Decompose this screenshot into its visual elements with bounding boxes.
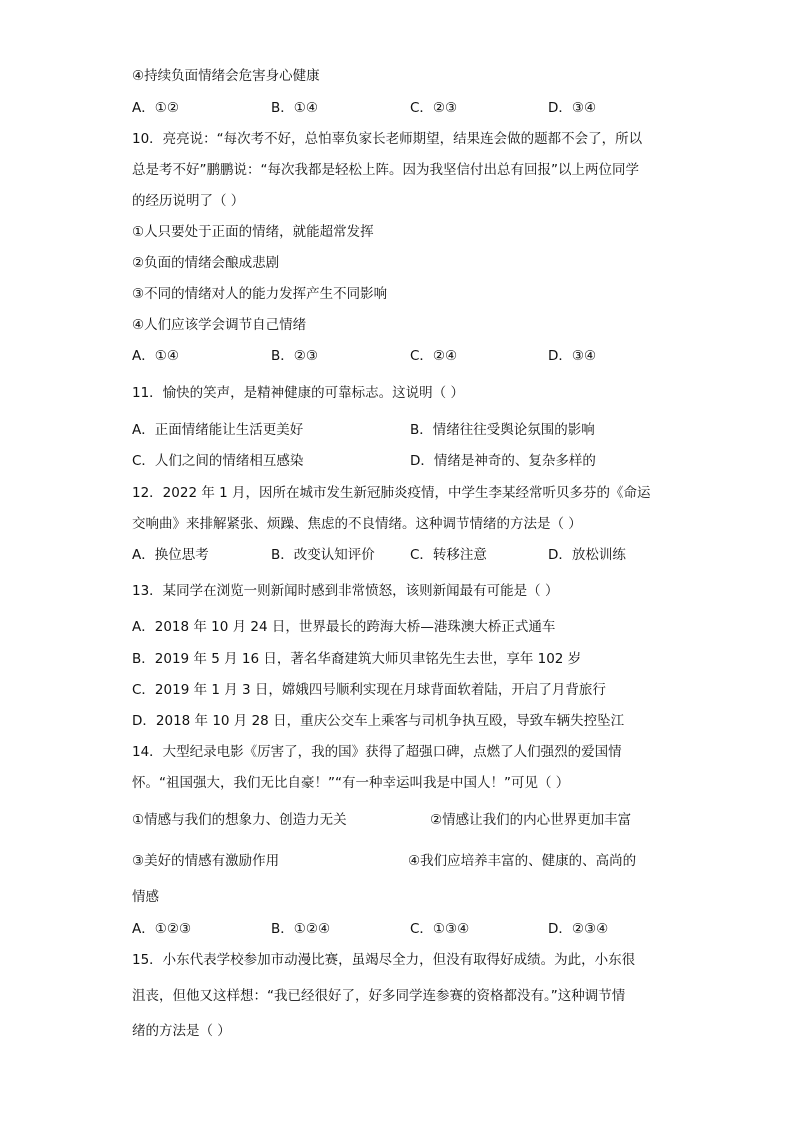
q14-statement-4-cont: 情感	[132, 889, 159, 905]
q14-stem-line1: 14．大型纪录电影《厉害了，我的国》获得了超强口碑，点燃了人们强烈的爱国情	[132, 744, 622, 760]
q14-statement-1: ①情感与我们的想象力、创造力无关	[132, 812, 347, 828]
q11-option-a: A．正面情绪能让生活更美好	[132, 422, 304, 438]
q14-option-c: C．①③④	[410, 921, 470, 937]
q12-option-a: A．换位思考	[132, 547, 209, 563]
q14-stem-line2: 怀。“祖国强大，我们无比自豪！”“有一种幸运叫我是中国人！”可见（ ）	[132, 775, 570, 791]
q10-stem-line3: 的经历说明了（ ）	[132, 193, 245, 209]
q12-option-b: B．改变认知评价	[271, 547, 375, 563]
q11-stem: 11．愉快的笑声，是精神健康的可靠标志。这说明（ ）	[132, 385, 464, 401]
q13-option-c: C．2019 年 1 月 3 日，嫦娥四号顺利实现在月球背面软着陆，开启了月背旅行	[132, 682, 606, 698]
q10-option-d: D．③④	[548, 348, 597, 364]
q15-stem-line1: 15．小东代表学校参加市动漫比赛，虽竭尽全力，但没有取得好成绩。为此，小东很	[132, 952, 636, 968]
q13-option-d: D．2018 年 10 月 28 日，重庆公交车上乘客与司机争执互殴，导致车辆失控坠江	[132, 713, 625, 729]
q14-option-d: D．②③④	[548, 921, 609, 937]
q15-stem-line2: 沮丧，但他又这样想：“我已经很好了，好多同学连参赛的资格都没有。”这种调节情	[132, 988, 626, 1004]
q9-option-a: A．①②	[132, 100, 179, 116]
q12-option-c: C．转移注意	[410, 547, 487, 563]
q14-option-b: B．①②④	[271, 921, 331, 937]
q10-statement-2: ②负面的情绪会酿成悲剧	[132, 255, 280, 271]
q11-option-b: B．情绪往往受舆论氛围的影响	[410, 422, 595, 438]
q14-option-a: A．①②③	[132, 921, 192, 937]
q10-statement-3: ③不同的情绪对人的能力发挥产生不同影响	[132, 286, 388, 302]
q14-statement-2: ②情感让我们的内心世界更加丰富	[430, 812, 632, 828]
q12-stem-line1: 12．2022 年 1 月，因所在城市发生新冠肺炎疫情，中学生李某经常听贝多芬的《命运	[132, 485, 651, 501]
q14-statement-3: ③美好的情感有激励作用	[132, 853, 280, 869]
q13-option-b: B．2019 年 5 月 16 日，著名华裔建筑大师贝聿铭先生去世，享年 102 岁	[132, 651, 582, 667]
q10-option-c: C．②④	[410, 348, 458, 364]
q10-option-a: A．①④	[132, 348, 179, 364]
q11-option-c: C．人们之间的情绪相互感染	[132, 453, 304, 469]
q12-stem-line2: 交响曲》来排解紧张、烦躁、焦虑的不良情绪。这种调节情绪的方法是（ ）	[132, 516, 582, 532]
q9-option-c: C．②③	[410, 100, 458, 116]
q9-option-d: D．③④	[548, 100, 597, 116]
q10-stem-line1: 10．亮亮说：“每次考不好，总怕辜负家长老师期望，结果连会做的题都不会了，所以	[132, 131, 643, 147]
q12-option-d: D．放松训练	[548, 547, 626, 563]
q10-option-b: B．②③	[271, 348, 318, 364]
q9-statement-4: ④持续负面情绪会危害身心健康	[132, 68, 320, 84]
q15-stem-line3: 绪的方法是（ ）	[132, 1023, 231, 1039]
q10-statement-1: ①人只要处于正面的情绪，就能超常发挥	[132, 224, 374, 240]
q10-statement-4: ④人们应该学会调节自己情绪	[132, 317, 307, 333]
q11-option-d: D．情绪是神奇的、复杂多样的	[410, 453, 596, 469]
q10-stem-line2: 总是考不好”鹏鹏说：“每次我都是轻松上阵。因为我坚信付出总有回报”以上两位同学	[132, 162, 639, 178]
q14-statement-4: ④我们应培养丰富的、健康的、高尚的	[408, 853, 637, 869]
q9-option-b: B．①④	[271, 100, 318, 116]
q13-option-a: A．2018 年 10 月 24 日，世界最长的跨海大桥—港珠澳大桥正式通车	[132, 619, 556, 635]
q13-stem: 13．某同学在浏览一则新闻时感到非常愤怒，该则新闻最有可能是（ ）	[132, 583, 559, 599]
